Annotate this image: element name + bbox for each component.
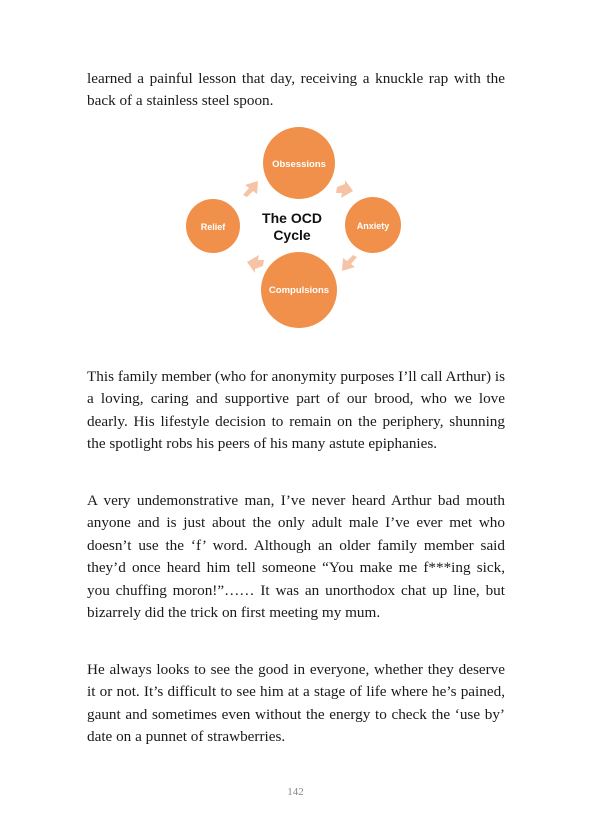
node-obsessions-label: Obsessions [272, 159, 326, 170]
intro-paragraph: learned a painful lesson that day, receiving a knuckle rap with the back of a stainless steel spoon. [87, 70, 505, 110]
node-obsessions [263, 127, 335, 199]
node-anxiety [345, 197, 401, 253]
node-relief-label: Relief [200, 222, 226, 232]
diagram-title-line1: The OCD [262, 210, 322, 226]
arrow-relief-to-obsessions [243, 181, 258, 197]
diagram-title-line2: Cycle [273, 227, 311, 243]
ocd-cycle-diagram [185, 125, 415, 331]
body-paragraph: A very undemonstrative man, I’ve never heard Arthur bad mouth anyone and is just about the only adult male I’ve ever met who doesn’t use the ‘f’ word. Although an older family member said they’d once heard him tell someone “You make me f***ing sick, you chuffing moron!”…… It was an unorthodox chat up line, but bizarrely did the trick on first meeting my mum. [87, 492, 505, 622]
arrow-obsessions-to-anxiety [336, 180, 353, 198]
node-anxiety-label: Anxiety [356, 221, 390, 231]
node-compulsions-label: Compulsions [268, 285, 330, 296]
page-number: 142 [287, 786, 304, 798]
body-paragraph: This family member (who for anonymity purposes I’ll call Arthur) is a loving, caring and supportive part of our brood, who we love dearly. His lifestyle decision to remain on the periphery, shunning the spotlight robs his peers of his many astute epiphanies. [87, 368, 505, 453]
body-paragraph: He always looks to see the good in everyone, whether they deserve it or not. It’s difficult to see him at a stage of life where he’s pained, gaunt and sometimes even without the energy to check the ‘use by’ date on a punnet of strawberries. [87, 661, 505, 746]
arrow-compulsions-to-relief [247, 255, 264, 273]
arrow-anxiety-to-compulsions [342, 255, 357, 271]
node-compulsions [261, 252, 337, 328]
node-relief [186, 199, 240, 253]
